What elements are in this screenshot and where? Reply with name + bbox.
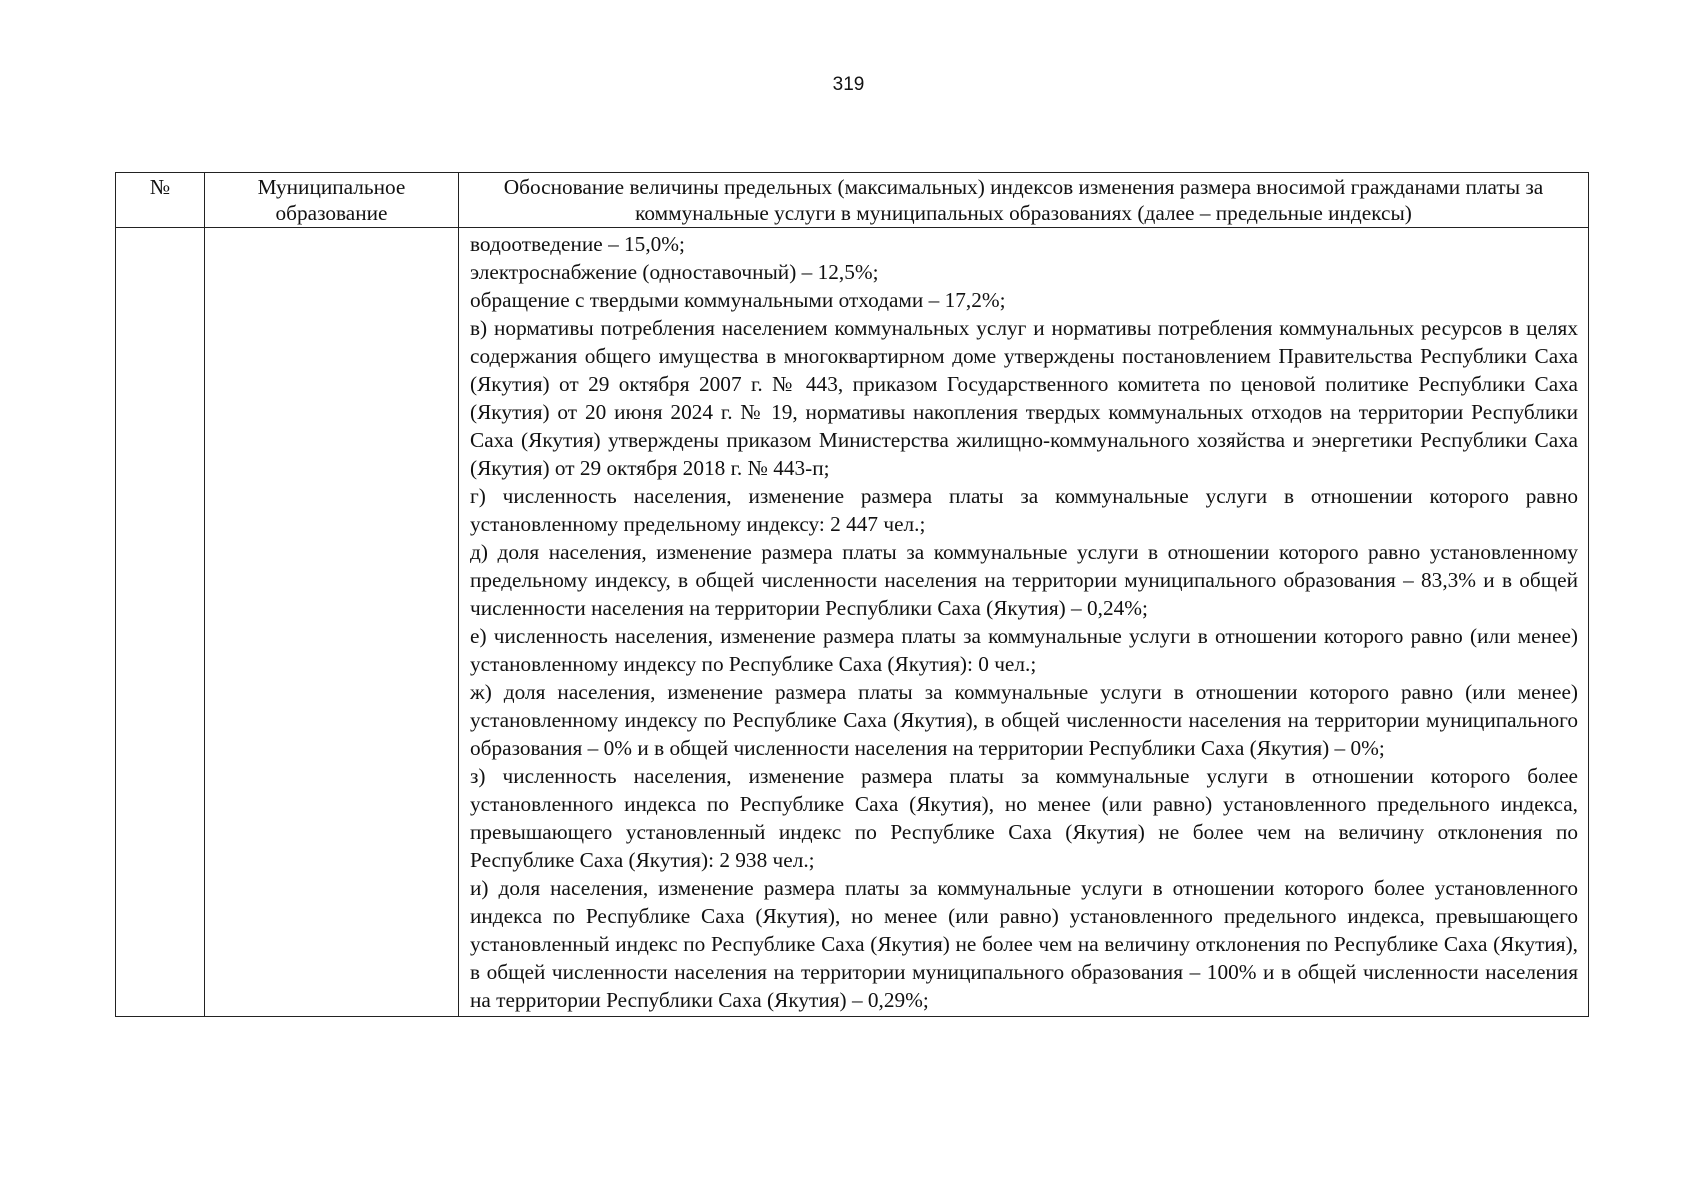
table-row — [116, 228, 1589, 1017]
justification-table — [115, 172, 1589, 1017]
paragraph: обращение с твердыми коммунальными отходами – 17,2%; — [470, 288, 1006, 312]
paragraph: электроснабжение (одноставочный) – 12,5%; — [470, 260, 879, 284]
header-municipality: Муниципальное образование — [205, 173, 459, 228]
paragraph: з) численность населения, изменение размера платы за коммунальные услуги в отношении которого более установленного индекса по Республике Саха (Якутия), но менее (или равно) установленного предельного индекса, превышающего установленный индекс по Республике Саха (Якутия) не более чем на величину отклонения по Республике Саха (Якутия): 2 938 чел.; — [470, 764, 1578, 872]
paragraph: и) доля населения, изменение размера платы за коммунальные услуги в отношении которого более установленного индекса по Республике Саха (Якутия), но менее (или равно) установленного предельного индекса, превышающего установленный индекс по Республике Саха (Якутия) не более чем на величину отклонения по Республике Саха (Якутия), в общей численности населения на территории муниципального образования – 100% и в общей численности населения на территории Республики Саха (Якутия) – 0,29%; — [470, 876, 1578, 1012]
paragraph: е) численность населения, изменение размера платы за коммунальные услуги в отношении которого равно (или менее) установленному индексу по Республике Саха (Якутия): 0 чел.; — [470, 624, 1578, 676]
paragraph: г) численность населения, изменение размера платы за коммунальные услуги в отношении которого равно установленному предельному индексу: 2 447 чел.; — [470, 484, 1578, 536]
cell-municipality — [205, 228, 459, 1017]
paragraph: д) доля населения, изменение размера платы за коммунальные услуги в отношении которого равно установленному предельному индексу, в общей численности населения на территории муниципального образования – 83,3% и в общей численности населения на территории Республики Саха (Якутия) – 0,24%; — [470, 540, 1578, 620]
page-number: 319 — [832, 74, 865, 95]
cell-justification — [459, 228, 1589, 1017]
paragraph: ж) доля населения, изменение размера платы за коммунальные услуги в отношении которого равно (или менее) установленному индексу по Республике Саха (Якутия), в общей численности населения на территории муниципального образования – 0% и в общей численности населения на территории Республики Саха (Якутия) – 0%; — [470, 680, 1578, 760]
header-justification: Обоснование величины предельных (максимальных) индексов изменения размера вносимой гражданами платы за коммунальные услуги в муниципальных образованиях (далее – предельные индексы) — [459, 173, 1589, 228]
cell-number — [116, 228, 205, 1017]
paragraph: в) нормативы потребления населением коммунальных услуг и нормативы потребления коммунальных ресурсов в целях содержания общего имущества в многоквартирном доме утверждены постановлением Правительства Республики Саха (Якутия) от 29 октября 2007 г. № 443, приказом Государственного комитета по ценовой политике Республики Саха (Якутия) от 20 июня 2024 г. № 19, нормативы накопления твердых коммунальных отходов на территории Республики Саха (Якутия) утверждены приказом Министерства жилищно-коммунального хозяйства и энергетики Республики Саха (Якутия) от 29 октября 2018 г. № 443-п; — [470, 316, 1578, 480]
paragraph: водоотведение – 15,0%; — [470, 232, 685, 256]
header-number: № — [116, 173, 205, 228]
table-header-row — [116, 173, 1589, 228]
